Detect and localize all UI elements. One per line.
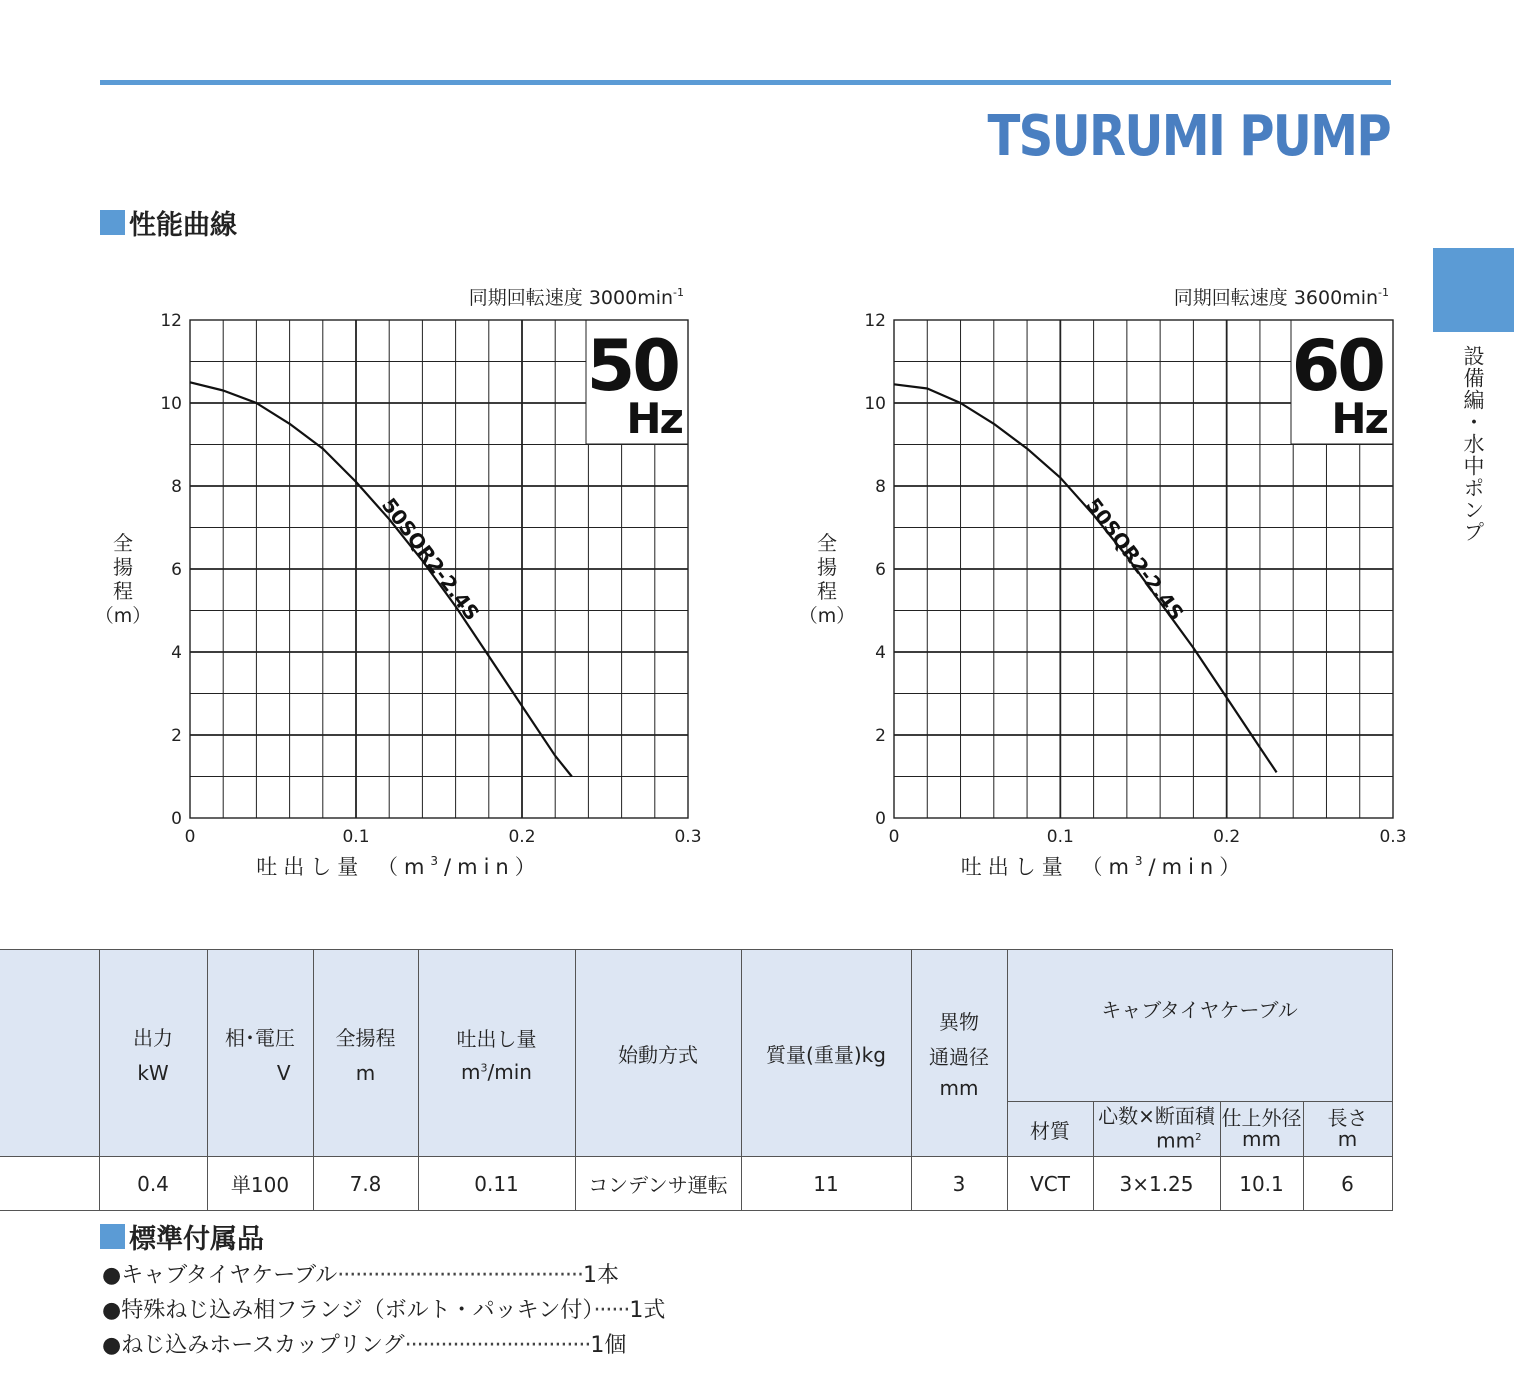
- header-solids: 異物 通過径 mm: [911, 950, 1007, 1157]
- frequency-number: 60: [1291, 325, 1383, 407]
- x-axis-label: 吐出し量 $(m^3/\min)$: [256, 854, 542, 879]
- spec-data-row: [0, 1157, 1392, 1211]
- header-length: 長さ m: [1303, 1102, 1392, 1157]
- accessory-item: ●キャブタイヤケーブル·········································1本: [102, 1263, 619, 1288]
- y-tick-label: 8: [171, 477, 182, 497]
- y-axis-label: （m）: [798, 605, 856, 627]
- y-axis-label: 揚: [817, 555, 837, 579]
- header-total-head: 全揚程 m: [313, 950, 418, 1157]
- cell-solids: 3: [911, 1157, 1007, 1211]
- y-tick-label: 4: [171, 643, 182, 663]
- accessory-item: ●特殊ねじ込み相フランジ（ボルト・パッキン付）······1式: [102, 1298, 666, 1323]
- x-tick-label: 0: [888, 827, 900, 847]
- header-material: 材質: [1007, 1102, 1093, 1157]
- y-tick-label: 6: [171, 560, 182, 580]
- y-axis-label: 程: [817, 579, 837, 603]
- x-tick-label: 0.3: [1379, 827, 1407, 847]
- y-axis-label: 全: [817, 531, 837, 555]
- cell-mass: 11: [741, 1157, 911, 1211]
- spec-lead-cell: [0, 950, 99, 1157]
- y-axis-label: 全: [113, 531, 133, 555]
- y-tick-label: 10: [160, 394, 182, 414]
- header-phase-voltage: 相･電圧 V: [207, 950, 313, 1157]
- cell-phase-voltage: 単100: [207, 1157, 313, 1211]
- heading-marker: [100, 1224, 125, 1249]
- frequency-unit: Hz: [1331, 394, 1387, 443]
- accessories-heading-text: 標準付属品: [129, 1224, 264, 1255]
- x-tick-label: 0.1: [342, 827, 370, 847]
- cell-discharge: 0.11: [418, 1157, 575, 1211]
- y-tick-label: 2: [171, 726, 182, 746]
- cell-length: 6: [1303, 1157, 1392, 1211]
- y-tick-label: 12: [160, 311, 182, 331]
- y-tick-label: 8: [875, 477, 886, 497]
- side-label: 設備編・水中ポンプ: [1461, 345, 1485, 543]
- spec-table: [0, 949, 1393, 1211]
- x-tick-label: 0.1: [1046, 827, 1074, 847]
- header-starting: 始動方式: [575, 950, 741, 1157]
- header-output: 出力 kW: [99, 950, 207, 1157]
- y-axis-label: （m）: [94, 605, 152, 627]
- series-label: 50SQR2-2.4S: [1081, 493, 1189, 625]
- cell-output: 0.4: [99, 1157, 207, 1211]
- brand-logo: TSURUMI PUMP: [987, 104, 1390, 169]
- x-axis-label: 吐出し量 $(m^3/\min)$: [960, 854, 1247, 879]
- accessories-heading: [100, 1217, 264, 1256]
- y-tick-label: 2: [875, 726, 886, 746]
- cell-starting: コンデンサ運転: [575, 1157, 741, 1211]
- y-tick-label: 6: [875, 560, 886, 580]
- cell-cores: 3×1.25: [1093, 1157, 1220, 1211]
- performance-heading-text: 性能曲線: [129, 210, 237, 241]
- series-label: 50SQR2-2.4S: [376, 493, 485, 625]
- series-line: [190, 382, 572, 776]
- speed-label: 同期回転速度 $3000\min^{-1}$: [468, 286, 684, 309]
- x-tick-label: 0.2: [1213, 827, 1241, 847]
- y-tick-label: 0: [171, 809, 182, 829]
- accessory-item: ●ねじ込みホースカップリング·······························1個: [102, 1333, 627, 1358]
- header-cores: 心数×断面積 $mm^2$: [1093, 1102, 1220, 1157]
- spec-lead-cell: [0, 1157, 99, 1211]
- header-cable: キャブタイヤケーブル: [1007, 950, 1392, 1102]
- y-axis-label: 揚: [113, 555, 133, 579]
- speed-label: 同期回転速度 $3600\min^{-1}$: [1173, 286, 1389, 309]
- frequency-unit: Hz: [626, 394, 682, 443]
- x-tick-label: 0: [184, 827, 196, 847]
- header-discharge: 吐出し量 $m^3/\min$: [418, 950, 575, 1157]
- spec-header-row: [0, 950, 1392, 1102]
- frequency-number: 50: [586, 325, 678, 407]
- y-tick-label: 12: [864, 311, 886, 331]
- y-axis-label: 程: [113, 579, 133, 603]
- cell-material: VCT: [1007, 1157, 1093, 1211]
- header-mass: 質量(重量)kg: [741, 950, 911, 1157]
- series-line: [894, 384, 1277, 772]
- x-tick-label: 0.3: [674, 827, 702, 847]
- x-tick-label: 0.2: [508, 827, 536, 847]
- y-tick-label: 0: [875, 809, 886, 829]
- y-tick-label: 4: [875, 643, 886, 663]
- header-outer-dia: 仕上外径 mm: [1220, 1102, 1303, 1157]
- cell-outer-dia: 10.1: [1220, 1157, 1303, 1211]
- y-tick-label: 10: [864, 394, 886, 414]
- cell-total-head: 7.8: [313, 1157, 418, 1211]
